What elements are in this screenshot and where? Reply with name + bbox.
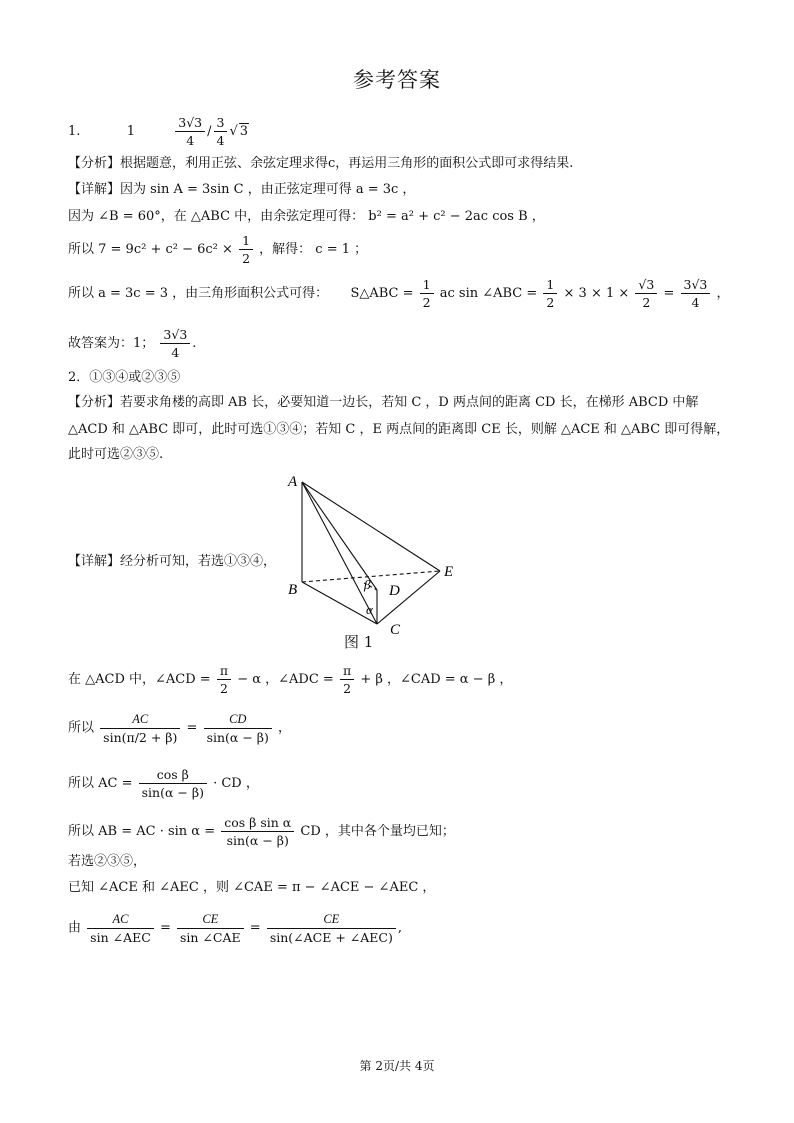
label-alpha: α bbox=[366, 602, 373, 617]
page-footer: 第 2页/共 4页 bbox=[359, 1059, 435, 1073]
label-e: E bbox=[444, 564, 454, 580]
figure-1-diagram bbox=[282, 470, 472, 635]
figure-caption: 图 1 bbox=[344, 633, 374, 651]
q2-analysis-3: 此时可选②③⑤. bbox=[68, 447, 164, 462]
q1-answer-line: 1. 1 $\frac{3√3}{4}$ / $\frac{3}{4}$ √ 3 bbox=[68, 115, 249, 148]
q1-answer1: 1 bbox=[126, 124, 135, 139]
q2-analysis-1: 【分析】若要求角楼的高即 AB 长，必要知道一边长，若知 C ，D 两点间的距离 CD 长，在梯形 ABCD 中解 bbox=[68, 395, 699, 410]
q1-detail-4: 所以 a = 3c = 3 ，由三角形面积公式可得： S△ABC = $\frac{1}{2}$ ac sin ∠ABC = $\frac{1}{2}$ × 3 × 1 × $\frac{√3}{2}$ = $\frac{3√3}{4}$ ， bbox=[68, 277, 730, 310]
q1-detail-1: 【详解】因为 sin A = 3sin C ，由正弦定理可得 a = 3c ， bbox=[68, 182, 416, 197]
edge-ce bbox=[377, 571, 440, 624]
q2-detail-intro: 【详解】经分析可知，若选①③④， bbox=[68, 554, 277, 569]
q2-line-1: 在 △ACD 中，∠ACD = $\frac{\pi}{2}$ − α ，∠ADC = $\frac{\pi}{2}$ + β ，∠CAD = α − β ， bbox=[68, 663, 513, 696]
q2-line-3: 所以 AC = $\frac{\text{cos β}}{\sin(\alpha - \beta)}$ · CD ， bbox=[68, 767, 259, 800]
label-beta: β bbox=[364, 577, 371, 592]
q2-analysis-2: △ACD 和 △ABC 即可，此时可选①③④；若知 C ，E 两点间的距离即 CE 长，则解 △ACE 和 △ABC 即可得解， bbox=[68, 422, 730, 437]
edge-ad bbox=[302, 482, 377, 590]
q1-answer2-alt-fraction: $\frac{3}{4}$ bbox=[214, 114, 228, 149]
q1-conclusion: 故答案为：1； $\frac{3√3}{4}$ . bbox=[68, 327, 197, 360]
q1-number: 1. bbox=[68, 124, 81, 139]
q2-line-4: 所以 AB = AC · sin α = $\frac{\text{cos β sin α}}{\sin(\alpha - \beta)}$ CD ，其中各个量均已知； bbox=[68, 815, 455, 848]
label-b: B bbox=[288, 582, 298, 598]
label-a: A bbox=[288, 474, 298, 490]
label-c: C bbox=[390, 622, 401, 635]
q2-line-7: 由 $\frac{AC}{\text{sin ∠AEC}}$ = $\frac{CE}{\text{sin ∠CAE}}$ = $\frac{CE}{\text{sin(∠ACE + ∠AEC)}}$ , bbox=[68, 912, 402, 945]
q1-answer2-fraction: $\frac{3√3}{4}$ bbox=[175, 114, 205, 149]
q2-line-5: 若选②③⑤， bbox=[68, 854, 147, 869]
q1-sqrt: 3 bbox=[239, 124, 249, 139]
q2-line-6: 已知 ∠ACE 和 ∠AEC ，则 ∠CAE = π − ∠ACE − ∠AEC ， bbox=[68, 880, 436, 895]
q2-line-2: 所以 $\frac{AC}{\sin(\pi/2 + \beta)}$ = $\frac{CD}{\sin(\alpha - \beta)}$ ， bbox=[68, 712, 292, 745]
q1-analysis: 【分析】根据题意，利用正弦、余弦定理求得c，再运用三角形的面积公式即可求得结果. bbox=[68, 156, 574, 171]
edge-ae bbox=[302, 482, 440, 571]
edge-be bbox=[302, 571, 440, 582]
q1-sep: / bbox=[207, 124, 212, 139]
q1-detail-3: 所以 7 = 9c² + c² − 6c² × $\frac{1}{2}$ ，解得： c = 1 ； bbox=[68, 233, 368, 266]
q2-header: 2．①③④或②③⑤ bbox=[68, 370, 181, 385]
label-d: D bbox=[389, 583, 400, 599]
page-title: 参考答案 bbox=[353, 68, 441, 92]
q1-detail-2: 因为 ∠B = 60°，在 △ABC 中，由余弦定理可得： b² = a² + c² − 2ac cos B ， bbox=[68, 209, 545, 224]
